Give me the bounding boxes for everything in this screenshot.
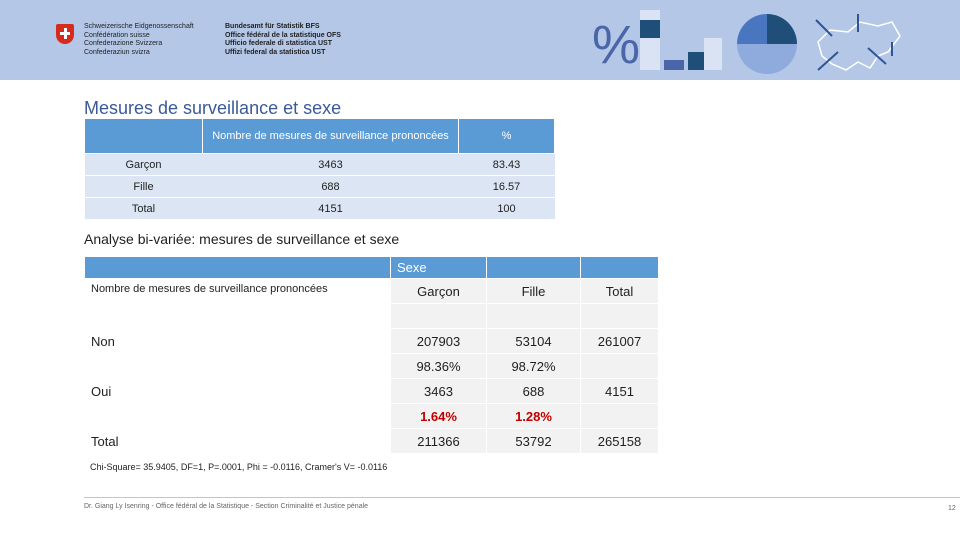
table-row — [85, 379, 659, 404]
footer-text: Dr. Giang Ly Isenring - Office fédéral de la Statistique - Section Criminalité et Justice pénale — [84, 503, 369, 510]
table-cell: Garçon — [85, 154, 203, 176]
table-cell — [581, 404, 659, 429]
section-subtitle: Analyse bi-variée: mesures de surveillance et sexe — [84, 231, 400, 247]
table-cell: 53104 — [487, 329, 581, 354]
table-cell — [85, 354, 391, 379]
percent-cell: 1.64% — [391, 404, 487, 429]
table-row — [85, 329, 659, 354]
pie-chart-icon — [735, 12, 799, 76]
header-banner — [0, 0, 960, 80]
percent-icon: % — [592, 15, 641, 75]
table-cell: 16.57 — [459, 176, 555, 198]
table-cell — [581, 354, 659, 379]
swiss-flag-icon — [56, 24, 74, 44]
row-header-label: Nombre de mesures de surveillance prononcées — [85, 279, 391, 304]
table-cell: 211366 — [391, 429, 487, 454]
page-number: 12 — [948, 505, 956, 512]
column-header: Fille — [487, 279, 581, 304]
table-cell: Fille — [85, 176, 203, 198]
table-header-cell: Nombre de mesures de surveillance prononcées — [203, 119, 459, 154]
table-cell — [487, 304, 581, 329]
table-header-cell — [85, 119, 203, 154]
percent-cell: 98.72% — [487, 354, 581, 379]
table-cell: 3463 — [203, 154, 459, 176]
table-cell — [85, 304, 391, 329]
row-label: Total — [85, 429, 391, 454]
table-header-cell — [85, 257, 391, 279]
federation-names: Schweizerische Eidgenossenschaft Confédération suisse Confederazione Svizzera Confederaziun svizra — [84, 23, 194, 56]
table-row — [85, 198, 555, 220]
percent-cell: 1.28% — [487, 404, 581, 429]
page-title: Mesures de surveillance et sexe — [84, 98, 342, 118]
bar-chart-icon — [638, 0, 728, 80]
table-cell: 100 — [459, 198, 555, 220]
row-label: Non — [85, 329, 391, 354]
table-row — [85, 154, 555, 176]
footer-divider — [84, 497, 960, 498]
crosstab-table — [84, 256, 659, 454]
summary-table — [84, 118, 555, 220]
table-cell: 83.43 — [459, 154, 555, 176]
table-row — [85, 404, 659, 429]
table-header-cell — [581, 257, 659, 279]
table-cell: 688 — [203, 176, 459, 198]
table-row — [85, 429, 659, 454]
table-cell: 4151 — [581, 379, 659, 404]
office-names: Bundesamt für Statistik BFS Office fédéral de la statistique OFS Ufficio federale di statistica UST Uffizi federal da statistica UST — [225, 23, 341, 56]
table-cell: 207903 — [391, 329, 487, 354]
table-cell: Total — [85, 198, 203, 220]
table-cell — [391, 304, 487, 329]
row-label: Oui — [85, 379, 391, 404]
table-cell — [85, 404, 391, 429]
table-header-cell: Sexe — [391, 257, 487, 279]
switzerland-map-icon — [808, 12, 908, 76]
column-header: Total — [581, 279, 659, 304]
table-cell: 688 — [487, 379, 581, 404]
table-header-cell: % — [459, 119, 555, 154]
percent-cell: 98.36% — [391, 354, 487, 379]
table-row — [85, 354, 659, 379]
table-cell: 53792 — [487, 429, 581, 454]
table-cell: 261007 — [581, 329, 659, 354]
table-cell — [581, 304, 659, 329]
table-cell: 265158 — [581, 429, 659, 454]
table-row — [85, 176, 555, 198]
statistics-footnote: Chi-Square= 35.9405, DF=1, P=.0001, Phi = -0.0116, Cramer's V= -0.0116 — [90, 462, 388, 472]
table-header-cell — [487, 257, 581, 279]
column-header: Garçon — [391, 279, 487, 304]
table-cell: 3463 — [391, 379, 487, 404]
table-cell: 4151 — [203, 198, 459, 220]
